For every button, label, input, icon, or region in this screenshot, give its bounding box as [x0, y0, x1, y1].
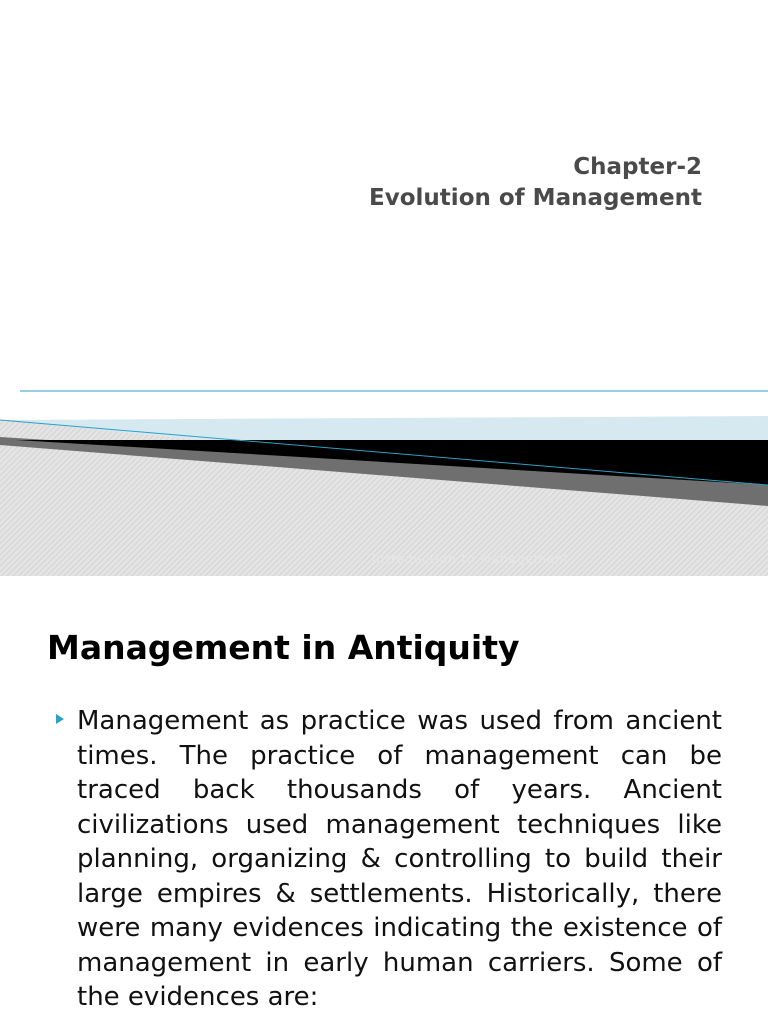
- bullet-text: Management as practice was used from ancient times. The practice of management can be traced back thousands of years. Ancient civilizations used management techniques like planning, organizing & controlling to build their large empires & settlements. Historically, there were many evidences indicating the existence of management in early human carriers. Some of the evidences are:: [77, 706, 722, 1012]
- bullet-list: [56, 704, 722, 1015]
- slide-heading: Management in Antiquity: [47, 628, 520, 667]
- content-slide: [0, 576, 768, 1024]
- chapter-label: Chapter-2: [573, 154, 702, 180]
- list-item: [56, 704, 722, 1015]
- title-block: [369, 152, 702, 214]
- triangle-bullet-icon: [56, 714, 64, 724]
- faint-caption: Introduction to Management: [372, 552, 570, 566]
- slide-title: Evolution of Management: [369, 185, 702, 211]
